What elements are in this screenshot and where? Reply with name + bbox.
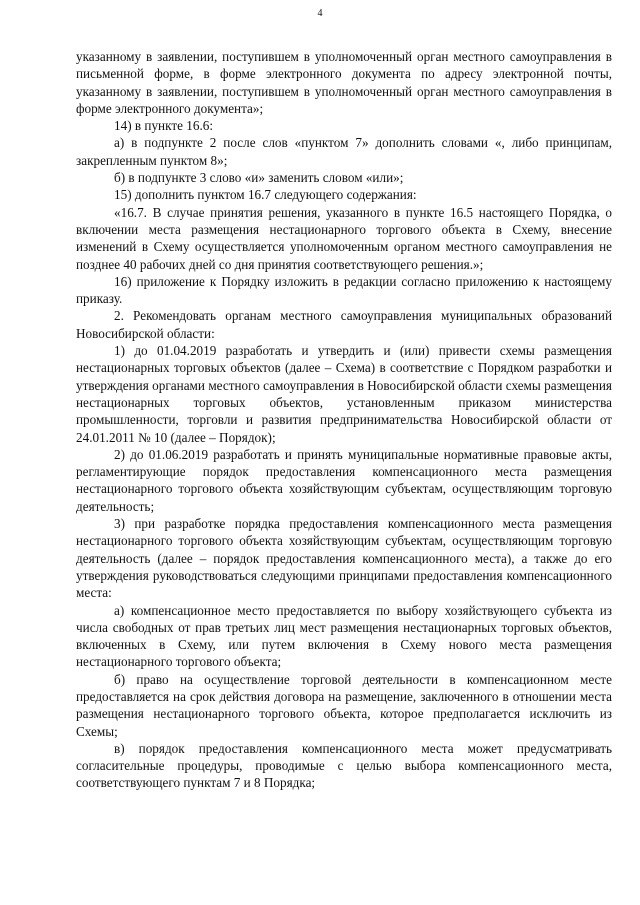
paragraph: в) порядок предоставления компенсационного места может предусматривать согласительные процедуры, проводимые с целью выбора компенсационного места, соответствующего пунктам 7 и 8 Порядка; [76, 740, 612, 791]
page-number: 4 [317, 8, 323, 19]
paragraph: б) в подпункте 3 слово «и» заменить словом «или»; [114, 170, 404, 186]
paragraph: 14) в пункте 16.6: [114, 118, 213, 134]
paragraph: 2) до 01.06.2019 разработать и принять муниципальные нормативные правовые акты, регламентирующие порядок предоставления компенсационного места размещения нестационарного торгового объекта хозяйствующим субъектам, осуществляющим торговую деятельность; [76, 446, 612, 514]
paragraph: б) право на осуществление торговой деятельности в компенсационном месте предоставляется на срок действия договора на размещение, заключенного в отношении места размещения нестационарного торгового объекта, которое предполагается исключить из Схемы; [76, 671, 612, 739]
paragraph: «16.7. В случае принятия решения, указанного в пункте 16.5 настоящего Порядка, о включении места размещения нестационарного торгового объекта в Схему, внесение изменений в Схему осуществляется уполномоченным органом местного самоуправления не позднее 40 рабочих дней со дня принятия соответствующего решения.»; [76, 204, 612, 272]
paragraph: а) компенсационное место предоставляется по выбору хозяйствующего субъекта из числа свободных от прав третьих лиц мест размещения нестационарных торговых объектов, включенных в Схему, или путем включения в Схему нового места размещения нестационарного торгового объекта; [76, 602, 612, 670]
paragraph: 1) до 01.04.2019 разработать и утвердить и (или) привести схемы размещения нестационарных торговых объектов (далее – Схема) в соответствие с Порядком разработки и утверждения органами местного самоуправления в Новосибирской области схемы размещения нестационарных торговых объектов, установленным приказом министерства промышленности, торговли и развития предпринимательства Новосибирской области от 24.01.2011 № 10 (далее – Порядок); [76, 343, 612, 445]
document-body [76, 48, 612, 792]
paragraph: 15) дополнить пунктом 16.7 следующего содержания: [114, 187, 417, 203]
paragraph: 2. Рекомендовать органам местного самоуправления муниципальных образований Новосибирской области: [76, 308, 612, 341]
paragraph: 16) приложение к Порядку изложить в редакции согласно приложению к настоящему приказу. [76, 273, 612, 307]
paragraph: а) в подпункте 2 после слов «пунктом 7» дополнить словами «, либо принципам, закрепленным пунктом 8»; [76, 135, 612, 168]
paragraph: указанному в заявлении, поступившем в уполномоченный орган местного самоуправления в письменной форме, в форме электронного документа по адресу электронной почты, указанному в заявлении, поступившем в уполномоченный орган местного самоуправления в форме электронного документа»; [76, 49, 612, 116]
paragraph: 3) при разработке порядка предоставления компенсационного места размещения нестационарного торгового объекта хозяйствующим субъектам, осуществляющим торговую деятельность (далее – порядок предоставления компенсационного места), а также до его утверждения руководствоваться следующими принципами предоставления компенсационного места: [76, 516, 612, 601]
